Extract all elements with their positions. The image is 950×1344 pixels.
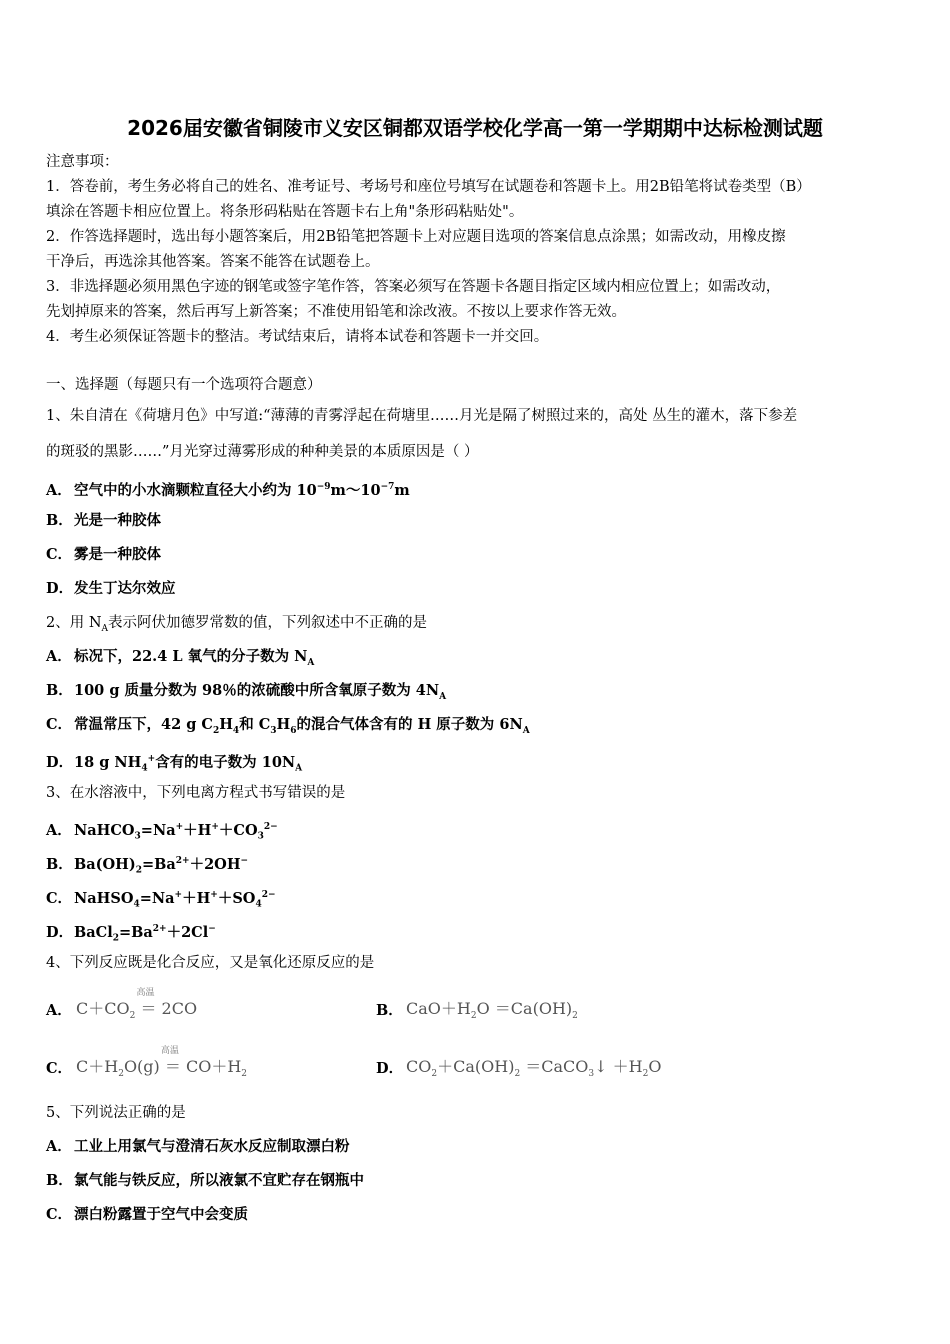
option-label: D． — [46, 923, 74, 941]
notice-line: 2．作答选择题时，选出每小题答案后，用2B铅笔把答题卡上对应题目选项的答案信息点涂黑；如需改动，用橡皮擦 — [46, 229, 786, 245]
q1-option-a[interactable] — [46, 470, 908, 504]
option-label: A． — [46, 821, 72, 839]
subscript: A — [439, 691, 447, 702]
q1-option-c[interactable] — [46, 538, 908, 572]
superscript: + — [147, 754, 156, 764]
option-label: B． — [46, 855, 73, 873]
notice-line: 1．答卷前，考生务必将自己的姓名、准考证号、考场号和座位号填写在试题卷和答题卡上。用2B铅笔将试卷类型（B） — [46, 179, 811, 195]
option-text: 18 g NH — [74, 753, 142, 771]
option-text: ＋H — [182, 889, 211, 907]
subscript: 3 — [257, 831, 264, 842]
superscript: −7 — [380, 482, 395, 492]
subscript: 3 — [134, 831, 141, 842]
option-label: B． — [376, 1001, 403, 1019]
option-text: m～10 — [330, 481, 381, 499]
option-text: ＋SO — [217, 889, 256, 907]
stem-text: 2、用 N — [46, 615, 102, 631]
option-text: =Ba — [141, 855, 176, 873]
superscript: −9 — [316, 482, 331, 492]
superscript: − — [240, 856, 249, 866]
option-text: 和 C — [239, 716, 271, 733]
superscript: + — [210, 890, 218, 900]
option-text: 发生丁达尔效应 — [74, 580, 176, 597]
eq-text: O — [648, 1057, 662, 1077]
q4-option-a[interactable] — [46, 988, 376, 1022]
option-text: m — [394, 481, 410, 499]
subscript: A — [307, 657, 315, 668]
stem-text: 表示阿伏加德罗常数的值，下列叙述中不正确的是 — [108, 615, 428, 631]
superscript: 2− — [263, 822, 278, 832]
option-text: NaHSO — [74, 889, 134, 907]
subscript: 2 — [118, 1069, 124, 1080]
option-label: A． — [46, 1138, 72, 1155]
q2-option-d[interactable] — [46, 742, 908, 776]
q2-option-a[interactable] — [46, 640, 908, 674]
superscript: 2− — [261, 890, 276, 900]
notice-line: 先划掉原来的答案，然后再写上新答案；不准使用铅笔和涂改液。不按以上要求作答无效。 — [46, 304, 626, 320]
option-text: 漂白粉露置于空气中会变质 — [74, 1206, 248, 1223]
q2-option-b[interactable] — [46, 674, 908, 708]
notice-line: 3．非选择题必须用黑色字迹的钢笔或签字笔作答，答案必须写在答题卡各题目指定区域内相应位置上；如需改动， — [46, 279, 781, 295]
subscript: 2 — [470, 1011, 477, 1022]
q3-option-d[interactable] — [46, 912, 908, 946]
eq-text: ＝ CO＋H — [164, 1057, 242, 1077]
option-text: ＋CO — [218, 821, 258, 839]
subscript: 2 — [129, 1011, 136, 1022]
eq-text: CO — [406, 1057, 432, 1077]
option-label: B． — [46, 1172, 73, 1189]
option-text: 含有的电子数为 10N — [155, 753, 296, 771]
eq-text: O(g) — [123, 1057, 160, 1077]
page-title: 2026届安徽省铜陵市义安区铜都双语学校化学高一第一学期期中达标检测试题 — [127, 116, 823, 140]
subscript: 4 — [255, 899, 262, 910]
q2-option-c[interactable] — [46, 708, 908, 742]
eq-text: ＋Ca(OH) — [437, 1057, 515, 1077]
subscript: 2 — [431, 1069, 438, 1080]
subscript: 4 — [133, 899, 140, 910]
superscript: + — [175, 822, 184, 832]
option-text: Ba(OH) — [74, 855, 136, 873]
notice-line: 4．考生必须保证答题卡的整洁。考试结束后，请将本试卷和答题卡一并交回。 — [46, 329, 549, 345]
eq-text: CaO＋H — [406, 999, 471, 1019]
q5-option-b[interactable] — [46, 1164, 908, 1198]
option-text: ＋H — [183, 821, 212, 839]
superscript: + — [211, 822, 219, 832]
notice-line: 干净后，再选涂其他答案。答案不能答在试题卷上。 — [46, 254, 380, 270]
question-2-stem — [46, 606, 908, 640]
subscript: 3 — [588, 1069, 595, 1080]
q5-option-a[interactable] — [46, 1130, 908, 1164]
option-text: 雾是一种胶体 — [74, 546, 161, 563]
subscript: 2 — [212, 725, 220, 736]
q1-option-d[interactable] — [46, 572, 908, 606]
option-text: 标况下，22.4 L 氧气的分子数为 N — [74, 648, 308, 665]
eq-text: ↓ ＋H — [594, 1057, 643, 1077]
option-label: C． — [46, 1206, 73, 1223]
eq-text: ＝ 2CO — [140, 999, 198, 1019]
question-1-stem — [46, 398, 908, 470]
option-text: 工业上用氯气与澄清石灰水反应制取漂白粉 — [74, 1138, 350, 1155]
questions — [46, 372, 908, 1232]
option-label: A． — [46, 481, 72, 499]
question-1-line1: 1、朱自清在《荷塘月色》中写道:“薄薄的青雾浮起在荷塘里……月光是隔了树照过来的，高处 丛生的灌木，落下参差 — [46, 408, 798, 424]
section-title: 一、选择题（每题只有一个选项符合题意） — [46, 377, 322, 393]
subscript: 4 — [232, 725, 240, 736]
subscript: 2 — [514, 1069, 521, 1080]
superscript: + — [174, 890, 183, 900]
option-text: H — [219, 716, 233, 733]
option-text: H — [276, 716, 291, 733]
option-label: B． — [46, 682, 73, 699]
option-label: C． — [46, 716, 73, 733]
subscript: 2 — [241, 1069, 248, 1080]
equation — [76, 1046, 248, 1080]
q3-option-c[interactable] — [46, 878, 908, 912]
option-label: C． — [46, 889, 73, 907]
subscript: 2 — [112, 933, 119, 944]
option-label: A． — [46, 1001, 72, 1019]
option-label: A． — [46, 648, 72, 665]
reaction-condition: 高温 — [136, 988, 155, 999]
subscript: 4 — [141, 763, 148, 774]
q1-option-b[interactable] — [46, 504, 908, 538]
eq-text: O ＝Ca(OH) — [476, 999, 573, 1019]
reaction-condition: 高温 — [160, 1046, 179, 1057]
q3-option-a[interactable] — [46, 810, 908, 844]
q4-options-row-1 — [46, 980, 908, 1038]
option-text: ＋2OH — [189, 855, 241, 873]
subscript: A — [101, 623, 109, 634]
subscript: 2 — [572, 1011, 578, 1022]
notice-heading: 注意事项： — [46, 154, 119, 170]
eq-text: C＋CO — [76, 999, 130, 1019]
subscript: 6 — [290, 725, 297, 736]
superscript: 2+ — [152, 924, 167, 934]
subscript: A — [522, 725, 530, 736]
q4-options-row-2 — [46, 1038, 908, 1096]
subscript: 2 — [642, 1069, 649, 1080]
equation — [76, 988, 198, 1022]
option-text: 空气中的小水滴颗粒直径大小约为 10 — [74, 481, 317, 499]
option-text: BaCl — [74, 923, 113, 941]
option-label: D． — [46, 753, 74, 771]
question-4-stem: 4、下列反应既是化合反应，又是氧化还原反应的是 — [46, 955, 375, 971]
q5-option-c[interactable] — [46, 1198, 908, 1232]
q4-option-b[interactable] — [376, 996, 706, 1021]
option-text: NaHCO — [74, 821, 135, 839]
option-label: C． — [46, 1059, 73, 1077]
equation — [406, 1054, 661, 1079]
option-text: 的混合气体含有的 H 原子数为 6N — [296, 716, 523, 733]
subscript: A — [295, 763, 303, 774]
question-3-stem: 3、在水溶液中，下列电离方程式书写错误的是 — [46, 785, 346, 801]
subscript: 2 — [135, 865, 142, 876]
option-text: =Na — [139, 889, 175, 907]
option-label: C． — [46, 546, 73, 563]
option-text: 100 g 质量分数为 98％的浓硫酸中所含氧原子数为 4N — [74, 682, 440, 699]
option-label: B． — [46, 512, 73, 529]
question-5-stem: 5、下列说法正确的是 — [46, 1105, 186, 1121]
notice-section — [46, 150, 908, 350]
equation — [406, 996, 578, 1021]
option-text: ＋2Cl — [166, 923, 209, 941]
notice-line: 填涂在答题卡相应位置上。将条形码粘贴在答题卡右上角"条形码粘贴处"。 — [46, 204, 524, 220]
q3-option-b[interactable] — [46, 844, 908, 878]
q4-option-d[interactable] — [376, 1054, 706, 1079]
option-text: 常温常压下，42 g C — [74, 716, 213, 733]
option-label: D． — [376, 1059, 404, 1077]
q4-option-c[interactable] — [46, 1046, 376, 1080]
superscript: − — [208, 924, 216, 934]
option-text: =Na — [140, 821, 176, 839]
option-label: D． — [46, 580, 74, 597]
option-text: 光是一种胶体 — [74, 512, 161, 529]
option-text: =Ba — [118, 923, 153, 941]
superscript: 2+ — [175, 856, 190, 866]
eq-text: C＋H — [76, 1057, 119, 1077]
option-text: 氯气能与铁反应，所以液氯不宜贮存在钢瓶中 — [74, 1172, 364, 1189]
question-1-line2: 的斑驳的黑影……”月光穿过薄雾形成的种种美景的本质原因是（ ） — [46, 444, 479, 460]
subscript: 3 — [270, 725, 277, 736]
eq-text: ＝CaCO — [520, 1057, 589, 1077]
